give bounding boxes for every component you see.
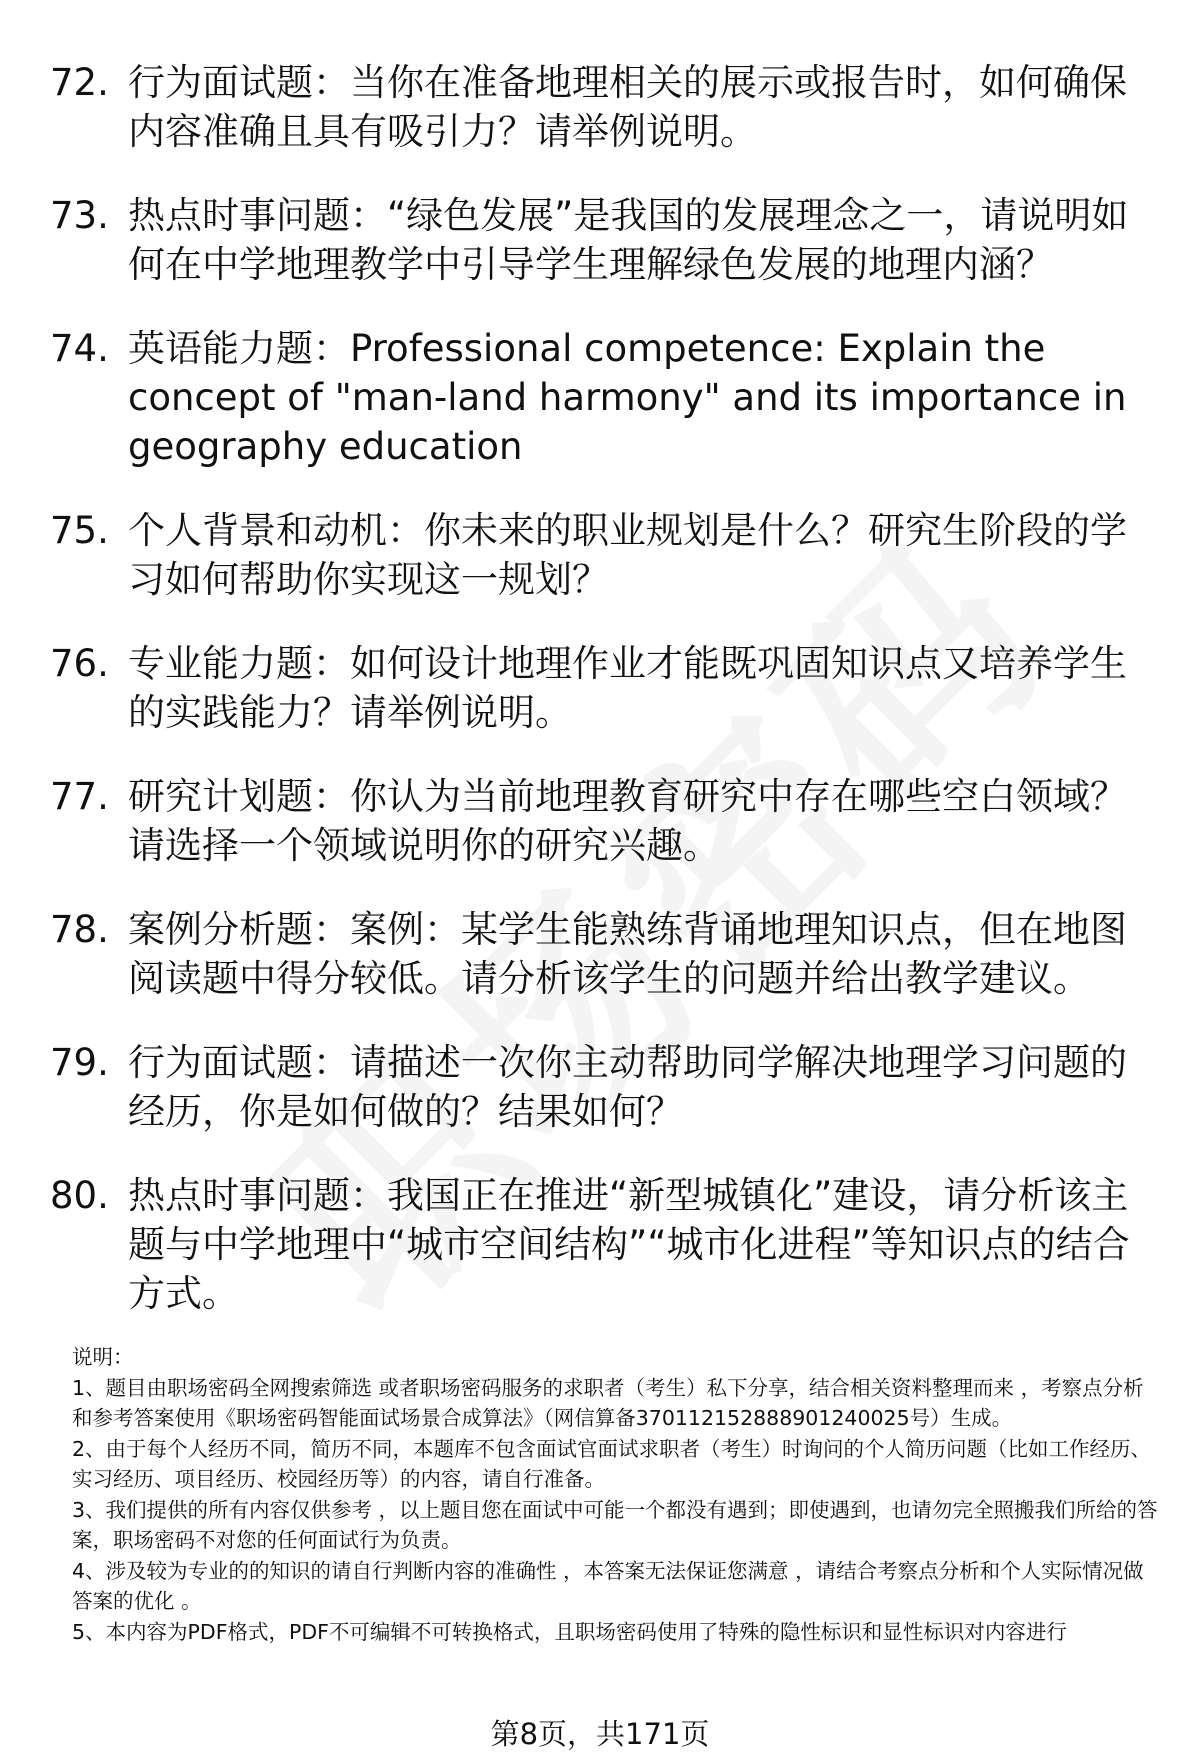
notes-section <box>72 1342 1162 1647</box>
question-item <box>50 324 1150 471</box>
question-text: 个人背景和动机：你未来的职业规划是什么？研究生阶段的学习如何帮助你实现这一规划？ <box>128 509 1127 601</box>
question-text: 案例分析题：案例：某学生能熟练背诵地理知识点，但在地图阅读题中得分较低。请分析该学生的问题并给出教学建议。 <box>128 908 1127 1000</box>
question-item <box>50 905 1150 1003</box>
question-item <box>50 639 1150 737</box>
question-text: 热点时事问题：“绿色发展”是我国的发展理念之一，请说明如何在中学地理教学中引导学生理解绿色发展的地理内涵？ <box>128 194 1129 286</box>
page-number: 第8页，共171页 <box>490 1717 710 1751</box>
note-item: 4、涉及较为专业的的知识的请自行判断内容的准确性 ，本答案无法保证您满意 ，请结合考察点分析和个人实际情况做答案的优化 。 <box>72 1558 1144 1613</box>
question-number: 76. <box>50 642 109 685</box>
notes-heading: 说明： <box>72 1345 134 1369</box>
question-item <box>50 191 1150 289</box>
question-list <box>50 58 1150 1353</box>
question-number: 79. <box>50 1041 109 1084</box>
question-number: 78. <box>50 908 109 951</box>
question-item <box>50 506 1150 604</box>
question-item <box>50 772 1150 870</box>
question-text: 热点时事问题：我国正在推进“新型城镇化”建设，请分析该主题与中学地理中“城市空间结构”“城市化进程”等知识点的结合方式。 <box>128 1174 1130 1315</box>
note-item: 1、题目由职场密码全网搜索筛选 或者职场密码服务的求职者（考生）私下分享，结合相关资料整理而来 ，考察点分析和参考答案使用《职场密码智能面试场景合成算法》（网信算备370112152888901240025号）生成。 <box>72 1375 1144 1430</box>
question-number: 74. <box>50 327 109 370</box>
question-number: 73. <box>50 194 109 237</box>
note-item: 3、我们提供的所有内容仅供参考 ，以上题目您在面试中可能一个都没有遇到；即使遇到，也请勿完全照搬我们所给的答案，职场密码不对您的任何面试行为负责。 <box>72 1497 1158 1552</box>
question-number: 77. <box>50 775 109 818</box>
question-number: 75. <box>50 509 109 552</box>
note-item: 5、本内容为PDF格式，PDF不可编辑不可转换格式，且职场密码使用了特殊的隐性标识和显性标识对内容进行 <box>72 1619 1067 1644</box>
question-text: 行为面试题：当你在准备地理相关的展示或报告时，如何确保内容准确且具有吸引力？请举例说明。 <box>128 61 1127 153</box>
question-text: 行为面试题：请描述一次你主动帮助同学解决地理学习问题的经历，你是如何做的？结果如何？ <box>128 1041 1127 1133</box>
question-item <box>50 58 1150 156</box>
question-text: 专业能力题：如何设计地理作业才能既巩固知识点又培养学生的实践能力？请举例说明。 <box>128 642 1127 734</box>
question-number: 72. <box>50 61 109 104</box>
question-item <box>50 1038 1150 1136</box>
question-text: 研究计划题：你认为当前地理教育研究中存在哪些空白领域？请选择一个领域说明你的研究兴趣。 <box>128 775 1127 867</box>
note-item: 2、由于每个人经历不同，简历不同，本题库不包含面试官面试求职者（考生）时询问的个人简历问题（比如工作经历、实习经历、项目经历、校园经历等）的内容，请自行准备。 <box>72 1436 1152 1491</box>
question-number: 80. <box>50 1174 109 1217</box>
question-text: 英语能力题：Professional competence: Explain the concept of "man-land harmony" and its importance in geography education <box>128 327 1127 468</box>
question-item <box>50 1171 1150 1318</box>
